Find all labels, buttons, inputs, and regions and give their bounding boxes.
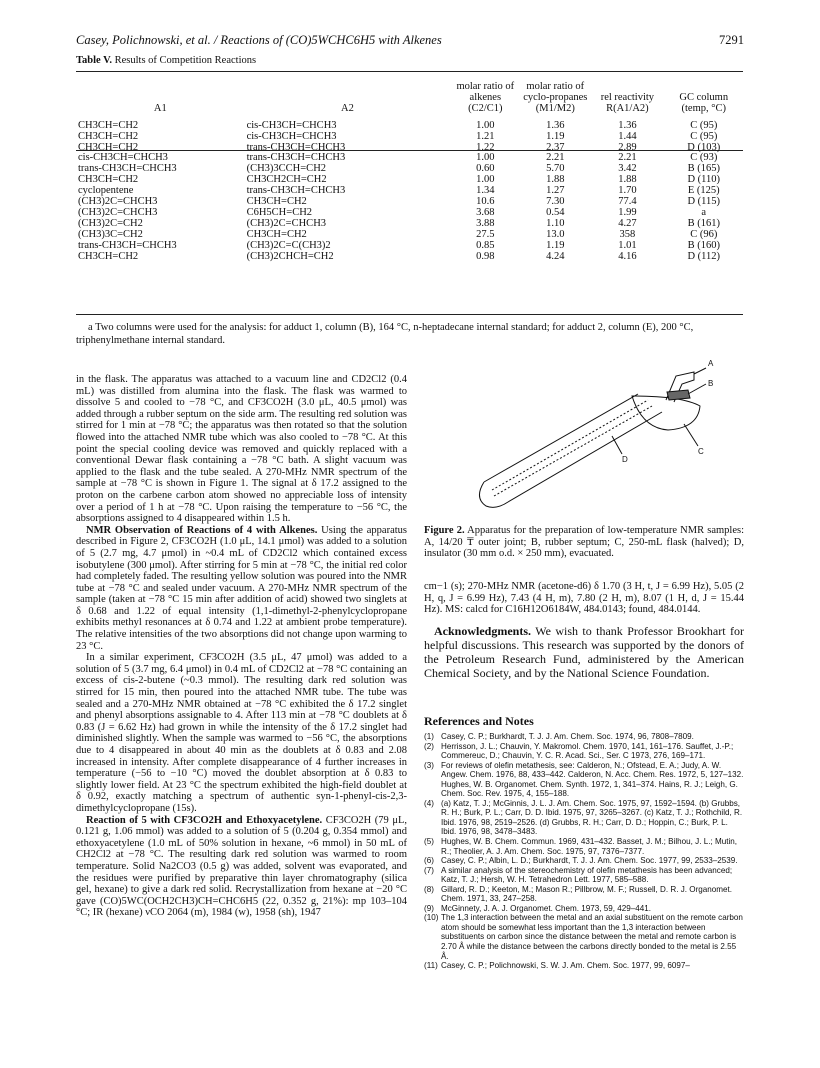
section-heading: NMR Observation of Reactions of 4 with Alkenes. <box>86 524 318 536</box>
paragraph <box>76 815 407 919</box>
table-cell: 1.27 <box>546 185 565 197</box>
table-cell: 1.88 <box>546 174 565 186</box>
reference-item <box>424 837 744 856</box>
table-cell: CH3CH2CH=CH2 <box>246 174 327 186</box>
reference-text: (a) Katz, T. J.; McGinnis, J. L. J. Am. Chem. Soc. 1975, 97, 1592–1594. (b) Grubbs, R. H.; Burk, P. L.; Carr, D. D. Ibid. 1975, 97, 3265–3267. (c) Katz, T. J.; Rothchild, R. Ibid. 1976, 98, 2519–2526. (d) Grubbs, R. H.; Carr, D. D.; Hoppin, C.; Burk, P. L. Ibid. 1976, 98, 3478–3483. <box>441 798 743 837</box>
table-row <box>76 164 743 175</box>
table-cell: 2.37 <box>546 141 565 153</box>
table-cell: CH3CH=CH2 <box>78 174 139 186</box>
table-row <box>76 186 743 197</box>
reference-item <box>424 904 744 914</box>
reference-item <box>424 885 744 904</box>
figure-caption <box>424 525 744 560</box>
table-cell: trans-CH3CH=CHCH3 <box>246 141 346 153</box>
table-cell: 1.34 <box>476 185 495 197</box>
reference-number: (7) <box>424 865 434 875</box>
table-row <box>76 132 743 143</box>
paragraph <box>424 624 744 680</box>
table-cell: B (160) <box>687 239 720 251</box>
reference-item <box>424 866 744 885</box>
table-top-rule <box>76 71 743 72</box>
reference-number: (8) <box>424 884 434 894</box>
table-cell: 1.99 <box>618 206 637 218</box>
table-cell: 1.36 <box>618 119 637 131</box>
reference-number: (3) <box>424 760 434 770</box>
table-cell: cis-CH3CH=CHCH3 <box>246 130 337 142</box>
table-cell: 0.60 <box>476 163 495 175</box>
table-cell: trans-CH3CH=CHCH3 <box>78 239 177 251</box>
table-cell: D (103) <box>687 141 721 153</box>
paragraph-text: CF3CO2H (79 μL, 0.121 g, 1.06 mmol) was added to a solution of 5 (0.204 g, 0.354 mmol) and ethoxyacetylene (1.0 mL of 50% solution in hexane, ~6 mmol) in 50 mL of CH2Cl2 at −78 °C. The resulting dark red solution was warmed to room temperature. Solid Na2CO3 (0.5 g) was added, solvent was evaporated, and the residues were purified by preparative thin layer chromatography (silica gel, hexane) to give a dark red solid. Recrystallization from hexane at −20 °C gave (CO)5WC(OCH2CH3)CH=CHC6H5 (22, 0.352 g, 21%): mp 103–104 °C; IR (hexane) νCO 2064 (m), 1984 (w), 1958 (sh), 1947 <box>76 814 407 919</box>
flask-half <box>632 396 700 430</box>
table-cell: trans-CH3CH=CHCH3 <box>246 152 346 164</box>
table-cell: 0.98 <box>476 250 495 262</box>
table-cell: (CH3)3C=CH2 <box>78 228 143 240</box>
table-cell: trans-CH3CH=CHCH3 <box>78 163 177 175</box>
reference-item <box>424 742 744 761</box>
table-cell: 13.0 <box>546 228 565 240</box>
table-cell: 1.01 <box>618 239 637 251</box>
table-cell: (CH3)2CHCH=CH2 <box>246 250 334 262</box>
reference-item <box>424 799 744 837</box>
table-title <box>76 55 256 66</box>
table-cell: CH3CH=CH2 <box>78 130 139 142</box>
table-cell: 1.19 <box>546 130 565 142</box>
table-cell: 1.19 <box>546 239 565 251</box>
table-footnote: a Two columns were used for the analysis: for adduct 1, column (B), 164 °C, n-heptadecane internal standard; for adduct 2, column (E), 200 °C, triphenylmethane internal standard. <box>76 322 694 346</box>
table-cell: (CH3)3CCH=CH2 <box>246 163 327 175</box>
reference-item <box>424 732 744 742</box>
reference-item <box>424 961 744 971</box>
paragraph <box>76 525 407 653</box>
table-cell: 1.44 <box>618 130 637 142</box>
table-cell: 1.21 <box>476 130 495 142</box>
reference-text: A similar analysis of the stereochemistry of olefin metathesis has been advanced; Katz, T. J.; Hersh, W. H. Tetrahedron Lett. 1977, 585–588. <box>441 865 733 885</box>
table-cell: 2.89 <box>618 141 637 153</box>
table-cell: C (93) <box>690 152 718 164</box>
col-header-cyclopropane-ratio: molar ratio of cyclo-propanes (M1/M2) <box>523 81 588 114</box>
acknowledgments <box>424 624 744 680</box>
reference-number: (10) <box>424 913 439 923</box>
paragraph: in the flask. The apparatus was attached to a vacuum line and CD2Cl2 (0.4 mL) was distilled from alumina into the flask. The flask was warmed to dissolve 5 and cooled to −78 °C, and CF3CO2H (3.0 μL, 40.5 μmol) was added through a rubber septum on the side arm. The resulting red solution was stirred for 1 min at −78 °C; the apparatus was then rotated so that the solution flowed into the attached NMR tube which was also cooled to −78 °C. At this point the special cooling device was removed and quickly replaced with a conventional Dewar flask containing a −78 °C bath. A slight vacuum was applied to the flask and the tube sealed. A 270-MHz NMR spectrum of the sample at −78 °C is shown in Figure 1. The signal at δ 17.2 assigned to the proton on the carbene carbon atom showed no appreciable loss of intensity over a period of 1 h at −78 °C. Upon raising the temperature to −56 °C, the absorptions assigned to 4 disappeared within 1.5 h. <box>76 374 407 525</box>
table-cell: 3.68 <box>476 206 495 218</box>
nmr-tube-inner <box>492 400 652 496</box>
table-cell: 1.22 <box>476 141 495 153</box>
reference-item <box>424 913 744 961</box>
table-cell: (CH3)2C=CHCH3 <box>78 196 158 208</box>
table-cell: CH3CH=CH2 <box>78 141 139 153</box>
table-row <box>76 143 743 154</box>
table-row <box>76 219 743 230</box>
table-cell: trans-CH3CH=CHCH3 <box>246 185 346 197</box>
reference-item <box>424 856 744 866</box>
table-row <box>76 175 743 186</box>
reference-number: (11) <box>424 961 438 971</box>
apparatus-figure <box>462 350 722 515</box>
table-cell: 1.00 <box>476 119 495 131</box>
table-title-text: Results of Competition Reactions <box>114 55 257 66</box>
table-cell: C (96) <box>690 228 718 240</box>
table-cell: B (165) <box>687 163 720 175</box>
table-cell: 2.21 <box>618 152 637 164</box>
table-cell: CH3CH=CH2 <box>78 119 139 131</box>
table-cell: 7.30 <box>546 196 565 208</box>
table-cell: C (95) <box>690 119 718 131</box>
running-header: Casey, Polichnowski, et al. / Reactions of (CO)5WCHC6H5 with Alkenes <box>76 33 442 47</box>
table-cell: (CH3)2C=C(CH3)2 <box>246 239 331 251</box>
reference-number: (9) <box>424 903 434 913</box>
col-header-gc-column: GC column (temp, °C) <box>679 91 729 114</box>
table-cell: 27.5 <box>476 228 495 240</box>
table-cell: cis-CH3CH=CHCH3 <box>246 119 337 131</box>
references-list <box>424 732 744 971</box>
table-cell: 4.27 <box>618 217 637 229</box>
ack-heading: Acknowledgments. <box>434 624 532 638</box>
reference-text: Hughes, W. B. Chem. Commun. 1969, 431–432. Basset, J. M.; Bilhou, J. L.; Mutin, R.; Theolier, A. J. Am. Chem. Soc. 1975, 97, 7376–7377. <box>441 837 738 856</box>
table-cell: D (115) <box>687 196 721 208</box>
table-row <box>76 252 743 263</box>
reference-text: McGinnety, J. A. J. Organomet. Chem. 1973, 59, 429–441. <box>441 903 651 913</box>
table-cell: 4.16 <box>618 250 637 262</box>
section-heading: Reaction of 5 with CF3CO2H and Ethoxyacetylene. <box>86 814 323 826</box>
col-header-a2: A2 <box>341 102 354 114</box>
table-cell: CH3CH=CH2 <box>246 196 307 208</box>
reference-text: Casey, C. P.; Burkhardt, T. J. J. Am. Chem. Soc. 1974, 96, 7808–7809. <box>441 732 694 741</box>
results-table <box>76 82 743 263</box>
figure-label-a: A <box>708 359 714 368</box>
paragraph: In a similar experiment, CF3CO2H (3.5 μL, 47 μmol) was added to a solution of 5 (3.7 mg, 6.4 μmol) in 0.4 mL of CD2Cl2 at −78 °C containing an excess of cis-2-butene (~0.3 mmol). The resulting dark red solution was stirred for 15 min, then poured into the attached NMR tube. The tube was sealed and a 270-MHz NMR obtained at −78 °C exhibited the δ 17.2 singlet and phenyl absorptions assignable to 4. After 113 min at −78 °C doublets at δ 0.83 (J = 6.62 Hz) had grown in while the intensity of the δ 17.2 singlet had diminished slightly. When the sample was warmed to −56 °C, the absorptions due to 4 disappeared in about 40 min as the doublets at δ 0.83 and 2.08 increased in intensity. After complete disappearance of 4 further increases in temperature (−56 to −10 °C) moved the doublet absorption at δ 0.83 to slightly lower field. At 23 °C the spectrum exhibited the high-field doublet at δ 0.92, exactly matching a spectrum of authentic syn-1-phenyl-cis-2,3-dimethylcyclopropane (15s). <box>76 652 407 814</box>
table-cell: 1.00 <box>476 152 495 164</box>
table-cell: C (95) <box>690 130 718 142</box>
table-cell: (CH3)2C=CHCH3 <box>246 217 327 229</box>
insulator-tube-outer <box>479 412 662 507</box>
table-cell: 4.24 <box>546 250 565 262</box>
col-header-a1: A1 <box>153 102 167 114</box>
table-cell: 77.4 <box>618 196 637 208</box>
table-body <box>76 117 743 263</box>
references-heading: References and Notes <box>424 714 534 728</box>
reference-number: (2) <box>424 741 434 751</box>
table-label: Table V. <box>76 55 112 66</box>
reference-text: Casey, C. P.; Albin, L. D.; Burkhardt, T. J. J. Am. Chem. Soc. 1977, 99, 2533–2539. <box>441 856 738 866</box>
table-cell: C6H5CH=CH2 <box>246 206 313 218</box>
table-cell: D (112) <box>687 250 721 262</box>
table-cell: 2.21 <box>546 152 565 164</box>
table-cell: cis-CH3CH=CHCH3 <box>78 152 168 164</box>
col-header-rel-reactivity: rel reactivity R(A1/A2) <box>600 91 655 114</box>
reference-text: Herrisson, J. L.; Chauvin, Y. Makromol. Chem. 1970, 141, 161–176. Sauffet, J.-P.; Commereuc, D.; Chauvin, Y. C. R. Acad. Sci., Ser. C 1973, 276, 169–171. <box>441 741 734 761</box>
table-row <box>76 241 743 252</box>
table-cell: CH3CH=CH2 <box>78 250 139 262</box>
table-cell: cyclopentene <box>78 185 134 197</box>
figure-caption-text: Apparatus for the preparation of low-temperature NMR samples: A, 14/20 ₸ outer joint; B, rubber septum; C, 250-mL flask (halved); D, insulator (30 mm o.d. × 250 mm), evacuated. <box>424 525 744 560</box>
table-cell: CH3CH=CH2 <box>246 228 307 240</box>
insulator-tube-top <box>484 394 638 482</box>
table-row <box>76 117 743 132</box>
table-header-row <box>76 82 743 117</box>
table-cell: 1.88 <box>618 174 637 186</box>
reference-text: Gillard, R. D.; Keeton, M.; Mason R.; Pillbrow, M. F.; Russell, D. R. J. Organomet. Chem. 1971, 33, 247–258. <box>441 884 733 904</box>
rubber-septum <box>667 390 690 400</box>
table-cell: 3.88 <box>476 217 495 229</box>
table-cell: (CH3)2C=CH2 <box>78 217 143 229</box>
reference-text: For reviews of olefin metathesis, see: Calderon, N.; Ofstead, E. A.; Judy, A. W. Angew. Chem. 1976, 88, 433–442. Calderon, N. Acc. Chem. Res. 1972, 5, 127–132. Hughes, W. B. Organomet. Chem. Synth. 1972, 1, 341–374. Hains, R. J.; Leigh, G. Chem. Soc. Rev. 1975, 4, 155–188. <box>441 760 744 799</box>
table-cell: 1.00 <box>476 174 495 186</box>
table-cell: 5.70 <box>546 163 565 175</box>
figure-label-d: D <box>622 455 628 464</box>
reference-number: (1) <box>424 732 434 741</box>
table-cell: 1.70 <box>618 185 637 197</box>
table-cell: 358 <box>619 228 636 240</box>
table-cell: a <box>701 206 707 218</box>
ack-text: We wish to thank Professor Brookhart for helpful discussions. This research was supported by the donors of the Petroleum Research Fund, administered by the American Chemical Society, and by the National Science Foundation. <box>424 624 744 680</box>
table-row <box>76 197 743 208</box>
table-cell: E (125) <box>687 185 720 197</box>
table-cell: 1.10 <box>546 217 565 229</box>
col-header-alkene-ratio: molar ratio of alkenes (C2/C1) <box>456 81 515 114</box>
reference-text: The 1,3 interaction between the metal and an axial substituent on the remote carbon atom should be somewhat less important than the 1,3 interaction between substituents on carbon since the distance between the metal and remote carbon is 2.70 Å while the distance between the carbons directly bonded to the metal is 2.55 Å. <box>441 913 743 961</box>
paragraph-text: Using the apparatus described in Figure 2, CF3CO2H (1.0 μL, 14.1 μmol) was added to a solution of 5 (2.7 mg, 4.7 μmol) in ~0.4 mL of CD2Cl2 which contained excess isobutylene (300 μmol). After stirring for 5 min at −78 °C, the initial red color had completely faded. The resulting yellow solution was poured into the NMR tube at −78 °C and sealed under vacuum. A 270-MHz NMR spectrum of the sample (taken at −78 °C 15 min after addition of acid) showed two singlets at δ 0.68 and 1.22 of equal intensity (1,1-dimethyl-2-phenylcyclopropane exhibits methyl resonances at δ 0.74 and 1.22 at ambient probe temperature). The relative intensities of the two absorptions did not change upon warming to 23 °C. <box>76 524 407 652</box>
paragraph: cm−1 (s); 270-MHz NMR (acetone-d6) δ 1.70 (3 H, t, J = 6.99 Hz), 5.05 (2 H, q, J = 6.99 Hz), 7.43 (4 H, m), 7.80 (2 H, m), 8.07 (1 H, d, J = 15.44 Hz). MS: calcd for C16H12O6184W, 484.0143; found, 484.0144. <box>424 581 744 616</box>
table-cell: 10.6 <box>476 196 495 208</box>
figure-label-b: B <box>708 379 714 388</box>
left-column <box>76 374 407 919</box>
reference-item <box>424 761 744 799</box>
table-cell: 1.36 <box>546 119 565 131</box>
reference-number: (5) <box>424 837 434 847</box>
table-row <box>76 208 743 219</box>
page-number: 7291 <box>719 33 744 47</box>
table-cell: (CH3)2C=CHCH3 <box>78 206 158 218</box>
table-cell: 3.42 <box>618 163 637 175</box>
table-cell: 0.54 <box>546 206 565 218</box>
table-cell: B (161) <box>687 217 720 229</box>
reference-number: (4) <box>424 798 434 808</box>
figure-caption-label: Figure 2. <box>424 525 465 536</box>
reference-number: (6) <box>424 856 434 866</box>
spectral-data <box>424 581 744 616</box>
table-cell: D (110) <box>687 174 721 186</box>
table-cell: 0.85 <box>476 239 495 251</box>
table-bottom-rule <box>76 314 743 315</box>
figure-label-c: C <box>698 447 704 456</box>
reference-text: Casey, C. P.; Polichnowski, S. W. J. Am. Chem. Soc. 1977, 99, 6097– <box>441 961 690 971</box>
